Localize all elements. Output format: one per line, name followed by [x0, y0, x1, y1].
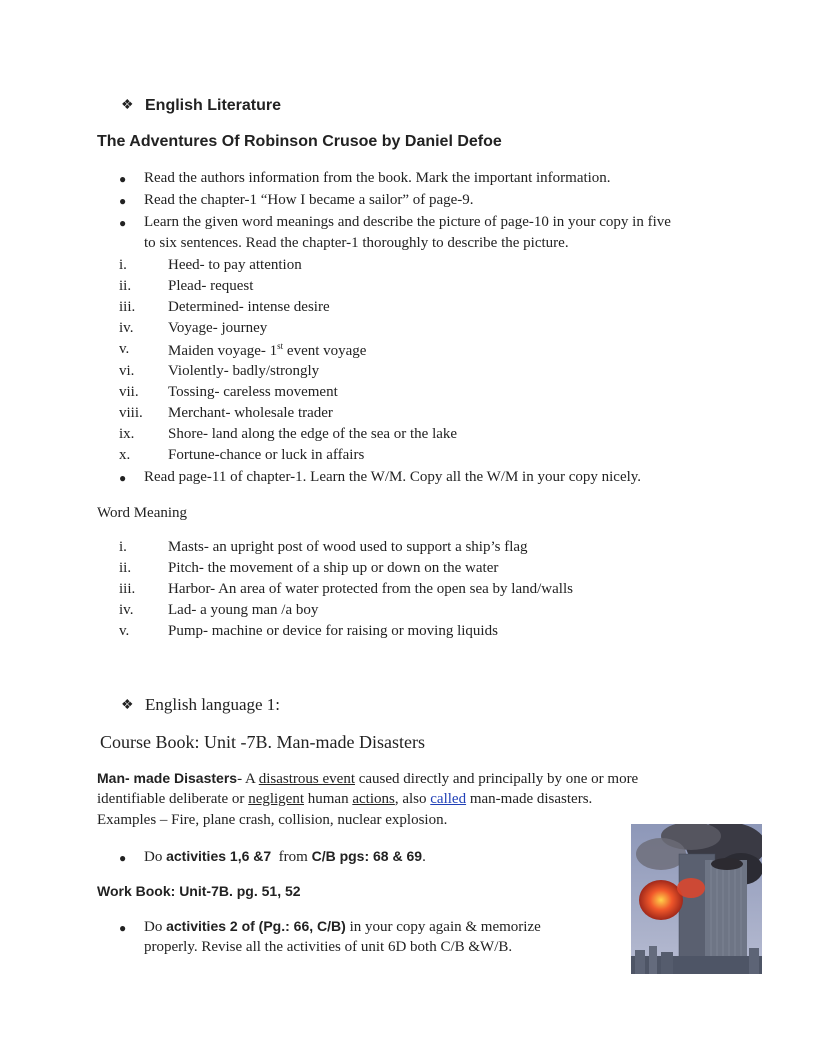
vocab-item: Heed- to pay attention: [168, 257, 302, 273]
instruction-item: Read page-11 of chapter-1. Learn the W/M. Copy all the W/M in your copy nicely.: [144, 469, 642, 485]
section-heading-english-language: English language 1:: [145, 695, 281, 714]
list-numeral: i.: [119, 539, 127, 555]
vocab-item: Determined- intense desire: [168, 299, 330, 315]
bullet-icon: ●: [119, 471, 127, 485]
instruction-item: Read the chapter-1 “How I became a sailor” of page-9.: [144, 192, 474, 208]
course-book-activities: Do activities 1,6 &7 from C/B pgs: 68 & 69.: [144, 848, 426, 865]
book-title: The Adventures Of Robinson Crusoe by Daniel Defoe: [97, 133, 502, 150]
vocab-item: Maiden voyage- 1st event voyage: [168, 341, 367, 359]
definition-line-2: identifiable deliberate or negligent human actions, also called man-made disasters.: [97, 791, 593, 807]
word-meaning-item: Pitch- the movement of a ship up or down on the water: [168, 560, 499, 576]
vocab-item: Shore- land along the edge of the sea or the lake: [168, 426, 458, 442]
list-numeral: iii.: [119, 299, 136, 315]
link-disastrous-event[interactable]: disastrous event: [258, 771, 355, 787]
list-numeral: viii.: [119, 405, 143, 421]
vocab-item: Fortune-chance or luck in affairs: [168, 447, 365, 463]
list-numeral: ii.: [119, 560, 132, 576]
definition-term: Man- made Disasters: [97, 770, 238, 786]
instruction-item-continued: to six sentences. Read the chapter-1 thoroughly to describe the picture.: [144, 235, 569, 251]
vocab-item: Violently- badly/strongly: [168, 363, 320, 379]
word-meaning-item: Harbor- An area of water protected from the open sea by land/walls: [168, 581, 573, 597]
list-numeral: vii.: [119, 384, 139, 400]
workbook-activities-continued: properly. Revise all the activities of unit 6D both C/B &W/B.: [144, 939, 513, 955]
definition-line-1: Man- made Disasters- A disastrous event caused directly and principally by one or more: [97, 770, 639, 787]
list-numeral: iv.: [119, 602, 134, 618]
list-numeral: iii.: [119, 581, 136, 597]
vocab-item: Merchant- wholesale trader: [168, 405, 333, 421]
word-meaning-item: Masts- an upright post of wood used to support a ship’s flag: [168, 539, 528, 555]
list-numeral: ix.: [119, 426, 135, 442]
instruction-item: Read the authors information from the book. Mark the important information.: [144, 170, 611, 186]
course-book-title: Course Book: Unit -7B. Man-made Disasters: [100, 732, 425, 752]
workbook-activities: Do activities 2 of (Pg.: 66, C/B) in your copy again & memorize: [144, 918, 541, 935]
list-numeral: x.: [119, 447, 131, 463]
list-numeral: iv.: [119, 320, 134, 336]
list-numeral: vi.: [119, 363, 135, 379]
vocab-item: Tossing- careless movement: [168, 384, 338, 400]
bullet-icon: ●: [119, 921, 127, 935]
diamond-bullet-icon: ❖: [121, 98, 134, 113]
list-numeral: v.: [119, 341, 130, 357]
word-meaning-item: Pump- machine or device for raising or moving liquids: [168, 623, 498, 639]
examples-line: Examples – Fire, plane crash, collision, nuclear explosion.: [97, 812, 448, 828]
link-actions[interactable]: actions: [352, 791, 395, 807]
vocab-item: Plead- request: [168, 278, 254, 294]
link-negligent[interactable]: negligent: [248, 791, 305, 807]
bullet-icon: ●: [119, 851, 127, 865]
vocab-item: Voyage- journey: [168, 320, 268, 336]
diamond-bullet-icon: ❖: [121, 698, 134, 713]
bullet-icon: ●: [119, 172, 127, 186]
list-numeral: v.: [119, 623, 130, 639]
bullet-icon: ●: [119, 194, 127, 208]
bullet-icon: ●: [119, 216, 127, 230]
workbook-heading: Work Book: Unit-7B. pg. 51, 52: [97, 883, 301, 899]
list-numeral: ii.: [119, 278, 132, 294]
word-meaning-heading: Word Meaning: [97, 505, 188, 521]
instruction-item: Learn the given word meanings and describe the picture of page-10 in your copy in five: [144, 214, 671, 230]
section-heading-english-literature: English Literature: [145, 97, 282, 114]
word-meaning-item: Lad- a young man /a boy: [168, 602, 319, 618]
list-numeral: i.: [119, 257, 127, 273]
link-called[interactable]: called: [430, 791, 467, 807]
twin-towers-fire-photo: [631, 824, 762, 974]
